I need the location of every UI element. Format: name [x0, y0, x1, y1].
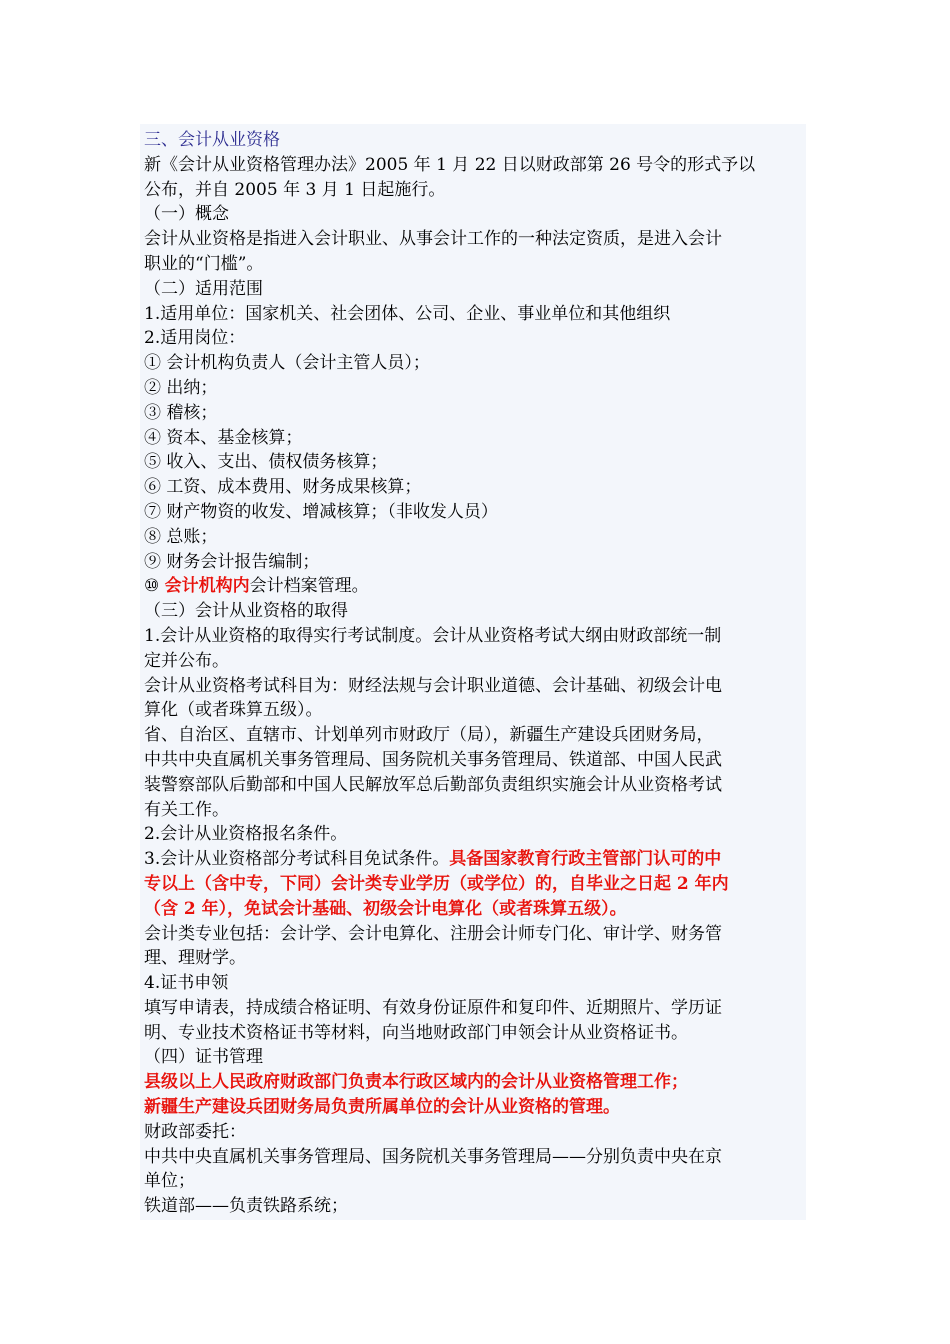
text-line [144, 450, 806, 475]
text-segment: 公布，并自 2005 年 3 月 1 日起施行。 [144, 179, 446, 200]
text-line [144, 624, 806, 649]
text-line [144, 798, 806, 823]
text-segment: 单位； [144, 1171, 195, 1192]
text-segment: 2.适用岗位： [144, 328, 246, 349]
text-segment: 4.证书申领 [144, 973, 229, 994]
text-segment: 2.会计从业资格报名条件。 [144, 824, 348, 845]
text-segment: 会计类专业包括：会计学、会计电算化、注册会计师专门化、审计学、财务管 [144, 923, 722, 944]
text-line [144, 475, 806, 500]
text-segment: 会计从业资格是指进入会计职业、从事会计工作的一种法定资质，是进入会计 [144, 229, 722, 250]
text-line [144, 202, 806, 227]
text-line [144, 277, 806, 302]
text-line [144, 500, 806, 525]
text-line [144, 723, 806, 748]
text-segment: （三）会计从业资格的取得 [144, 601, 348, 622]
text-line [144, 1045, 806, 1070]
text-line [144, 897, 806, 922]
text-segment: ④ 资本、基金核算； [144, 427, 303, 448]
text-line [144, 351, 806, 376]
text-segment: 铁道部——负责铁路系统； [144, 1196, 348, 1217]
highlighted-text: 专以上（含中专，下同）会计类专业学历（或学位）的，自毕业之日起 2 年内 [144, 873, 729, 894]
text-segment: ③ 稽核； [144, 402, 218, 423]
highlighted-text: （含 2 年），免试会计基础、初级会计电算化（或者珠算五级）。 [144, 898, 627, 919]
text-line [144, 525, 806, 550]
text-line [144, 971, 806, 996]
text-line [144, 227, 806, 252]
highlighted-text: 新疆生产建设兵团财务局负责所属单位的会计从业资格的管理。 [144, 1097, 620, 1118]
text-line [144, 1021, 806, 1046]
text-line [144, 822, 806, 847]
text-line [144, 178, 806, 203]
text-line [144, 376, 806, 401]
text-segment: 1.适用单位：国家机关、社会团体、公司、企业、事业单位和其他组织 [144, 303, 671, 324]
text-line [144, 649, 806, 674]
text-segment: 3.会计从业资格部分考试科目免试条件。 [144, 849, 450, 870]
text-segment: 新《会计从业资格管理办法》2005 年 1 月 22 日以财政部第 26 号令的形式予以 [144, 154, 756, 175]
text-segment: 1.会计从业资格的取得实行考试制度。会计从业资格考试大纲由财政部统一制 [144, 625, 722, 646]
text-segment: 有关工作。 [144, 799, 229, 820]
text-line [144, 1095, 806, 1120]
text-line [144, 674, 806, 699]
text-line [144, 922, 806, 947]
text-line [144, 1145, 806, 1170]
text-line [144, 326, 806, 351]
text-segment: ⑤ 收入、支出、债权债务核算； [144, 452, 388, 473]
text-segment: ① 会计机构负责人（会计主管人员）； [144, 353, 430, 374]
text-line [144, 550, 806, 575]
text-segment: 会计档案管理。 [249, 576, 369, 597]
text-segment: 中共中央直属机关事务管理局、国务院机关事务管理局、铁道部、中国人民武 [144, 749, 722, 770]
highlighted-text: 会计机构内 [164, 576, 250, 597]
text-line [144, 426, 806, 451]
text-segment: （四）证书管理 [144, 1047, 263, 1068]
text-segment: 填写申请表，持成绩合格证明、有效身份证原件和复印件、近期照片、学历证 [144, 997, 722, 1018]
text-line [144, 153, 806, 178]
text-line [144, 252, 806, 277]
text-segment: 装警察部队后勤部和中国人民解放军总后勤部负责组织实施会计从业资格考试 [144, 774, 722, 795]
text-segment: 省、自治区、直辖市、计划单列市财政厅（局），新疆生产建设兵团财务局， [144, 725, 714, 746]
text-line [144, 599, 806, 624]
text-segment: （二）适用范围 [144, 278, 263, 299]
text-segment: ⑩ [144, 576, 165, 597]
text-segment: 职业的“门槛”。 [144, 253, 264, 274]
document-content [140, 124, 806, 1220]
text-line [144, 748, 806, 773]
text-line [144, 1169, 806, 1194]
highlighted-text: 县级以上人民政府财政部门负责本行政区域内的会计从业资格管理工作； [144, 1072, 688, 1093]
section-heading [144, 128, 806, 153]
text-line [144, 847, 806, 872]
text-line [144, 1120, 806, 1145]
text-segment: 会计从业资格考试科目为：财经法规与会计职业道德、会计基础、初级会计电 [144, 675, 722, 696]
text-segment: 明、专业技术资格证书等材料，向当地财政部门申领会计从业资格证书。 [144, 1022, 688, 1043]
text-line [144, 698, 806, 723]
text-segment: 财政部委托： [144, 1121, 246, 1142]
text-segment: 中共中央直属机关事务管理局、国务院机关事务管理局——分别负责中央在京 [144, 1146, 722, 1167]
text-segment: ⑦ 财产物资的收发、增减核算；（非收发人员） [144, 501, 498, 522]
text-line [144, 574, 806, 599]
text-line [144, 996, 806, 1021]
text-line [144, 946, 806, 971]
text-segment: 定并公布。 [144, 650, 229, 671]
text-segment: 理、理财学。 [144, 948, 246, 969]
text-line [144, 1070, 806, 1095]
text-line [144, 1194, 806, 1219]
text-line [144, 302, 806, 327]
text-segment: ⑥ 工资、成本费用、财务成果核算； [144, 477, 422, 498]
text-segment: ⑧ 总账； [144, 526, 218, 547]
text-line [144, 773, 806, 798]
text-segment: （一）概念 [144, 204, 229, 225]
text-line [144, 401, 806, 426]
text-segment: ⑨ 财务会计报告编制； [144, 551, 320, 572]
text-line [144, 872, 806, 897]
text-segment: 算化（或者珠算五级）。 [144, 700, 323, 721]
highlighted-text: 具备国家教育行政主管部门认可的中 [449, 849, 722, 870]
text-segment: ② 出纳； [144, 377, 218, 398]
text-segment: 三、会计从业资格 [144, 130, 280, 150]
